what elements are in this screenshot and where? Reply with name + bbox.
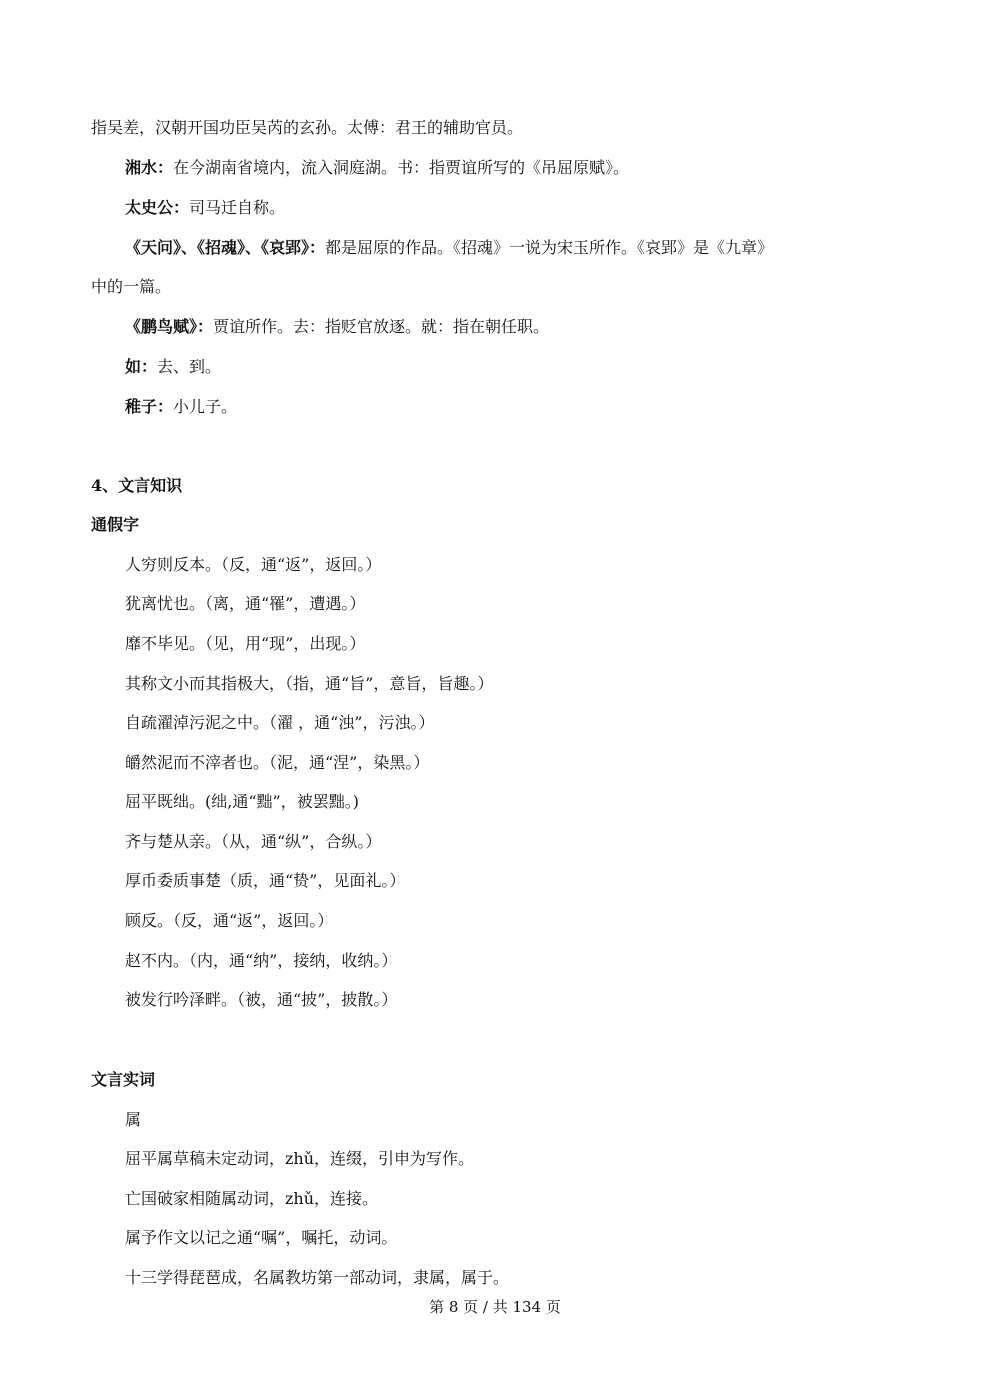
section-heading: 4、文言知识	[91, 476, 183, 495]
glossary-definition: 去、到。	[157, 357, 222, 376]
glossary-entry-works-continued: 中的一篇。	[91, 277, 172, 296]
tongjiazi-item: 顾反。（反，通“返”，返回。）	[125, 911, 334, 930]
shici-item: 屈平属草稿未定动词，zhǔ，连缀，引申为写作。	[125, 1149, 475, 1168]
shici-item: 十三学得琵琶成，名属教坊第一部动词，隶属，属于。	[125, 1268, 510, 1287]
tongjiazi-item: 犹离忧也。（离，通“罹”，遭遇。）	[125, 594, 366, 613]
glossary-entry-works	[125, 236, 910, 260]
subsection-heading-tongjiazi: 通假字	[91, 515, 140, 534]
glossary-definition: 司马迁自称。	[189, 198, 286, 217]
shici-item: 亡国破家相随属动词，zhǔ，连接。	[125, 1189, 379, 1208]
tongjiazi-item: 赵不内。（内，通“纳”，接纳，收纳。）	[125, 951, 398, 970]
subsection-heading-shici: 文言实词	[91, 1070, 156, 1089]
glossary-term: 稚子：	[125, 397, 174, 416]
glossary-entry-funiao	[125, 315, 910, 339]
glossary-term: 太史公：	[125, 198, 190, 217]
tongjiazi-item: 齐与楚从亲。（从，通“纵”，合纵。）	[125, 832, 382, 851]
page-footer: 第 8 页 / 共 134 页	[429, 1298, 561, 1316]
glossary-entry-taishigong	[125, 196, 910, 220]
tongjiazi-item: 屈平既绌。(绌,通“黜”，被罢黜。)	[125, 792, 359, 811]
glossary-definition: 贾谊所作。去：指贬官放逐。就：指在朝任职。	[213, 317, 550, 336]
glossary-term: 如：	[125, 357, 158, 376]
tongjiazi-item: 自疏濯淖污泥之中。（濯 ，通“浊”，污浊。）	[125, 713, 435, 732]
tongjiazi-item: 厚币委质事楚（质，通“贽”，见面礼。）	[125, 871, 406, 890]
tongjiazi-item: 其称文小而其指极大，（指，通“旨”，意旨，旨趣。）	[125, 674, 494, 693]
glossary-definition: 都是屈原的作品。《招魂》一说为宋玉所作。《哀郢》是《九章》	[325, 238, 774, 257]
shici-item: 属予作文以记之通“嘱”，嘱托，动词。	[125, 1228, 398, 1247]
glossary-entry-ru	[125, 355, 910, 379]
tongjiazi-item: 皭然泥而不滓者也。（泥，通“涅”，染黑。）	[125, 753, 430, 772]
glossary-term: 《鹏鸟赋》：	[125, 317, 214, 336]
tongjiazi-item: 靡不毕见。（见，用“现”，出现。）	[125, 634, 366, 653]
glossary-entry-zhizi	[125, 395, 910, 419]
glossary-definition: 在今湖南省境内，流入洞庭湖。书：指贾谊所写的《吊屈原赋》。	[173, 158, 630, 177]
glossary-definition: 小儿子。	[173, 397, 238, 416]
glossary-term: 《天问》、《招魂》、《哀郢》：	[125, 238, 326, 257]
glossary-term: 湘水：	[125, 158, 174, 177]
glossary-line-taifu: 指吴差，汉朝开国功臣吴芮的玄孙。太傅：君王的辅助官员。	[91, 118, 524, 137]
shici-word: 属	[125, 1110, 142, 1129]
tongjiazi-item: 被发行吟泽畔。（被，通“披”，披散。）	[125, 990, 398, 1009]
glossary-entry-xiangshui	[125, 156, 910, 180]
tongjiazi-item: 人穷则反本。（反，通“返”，返回。）	[125, 555, 382, 574]
